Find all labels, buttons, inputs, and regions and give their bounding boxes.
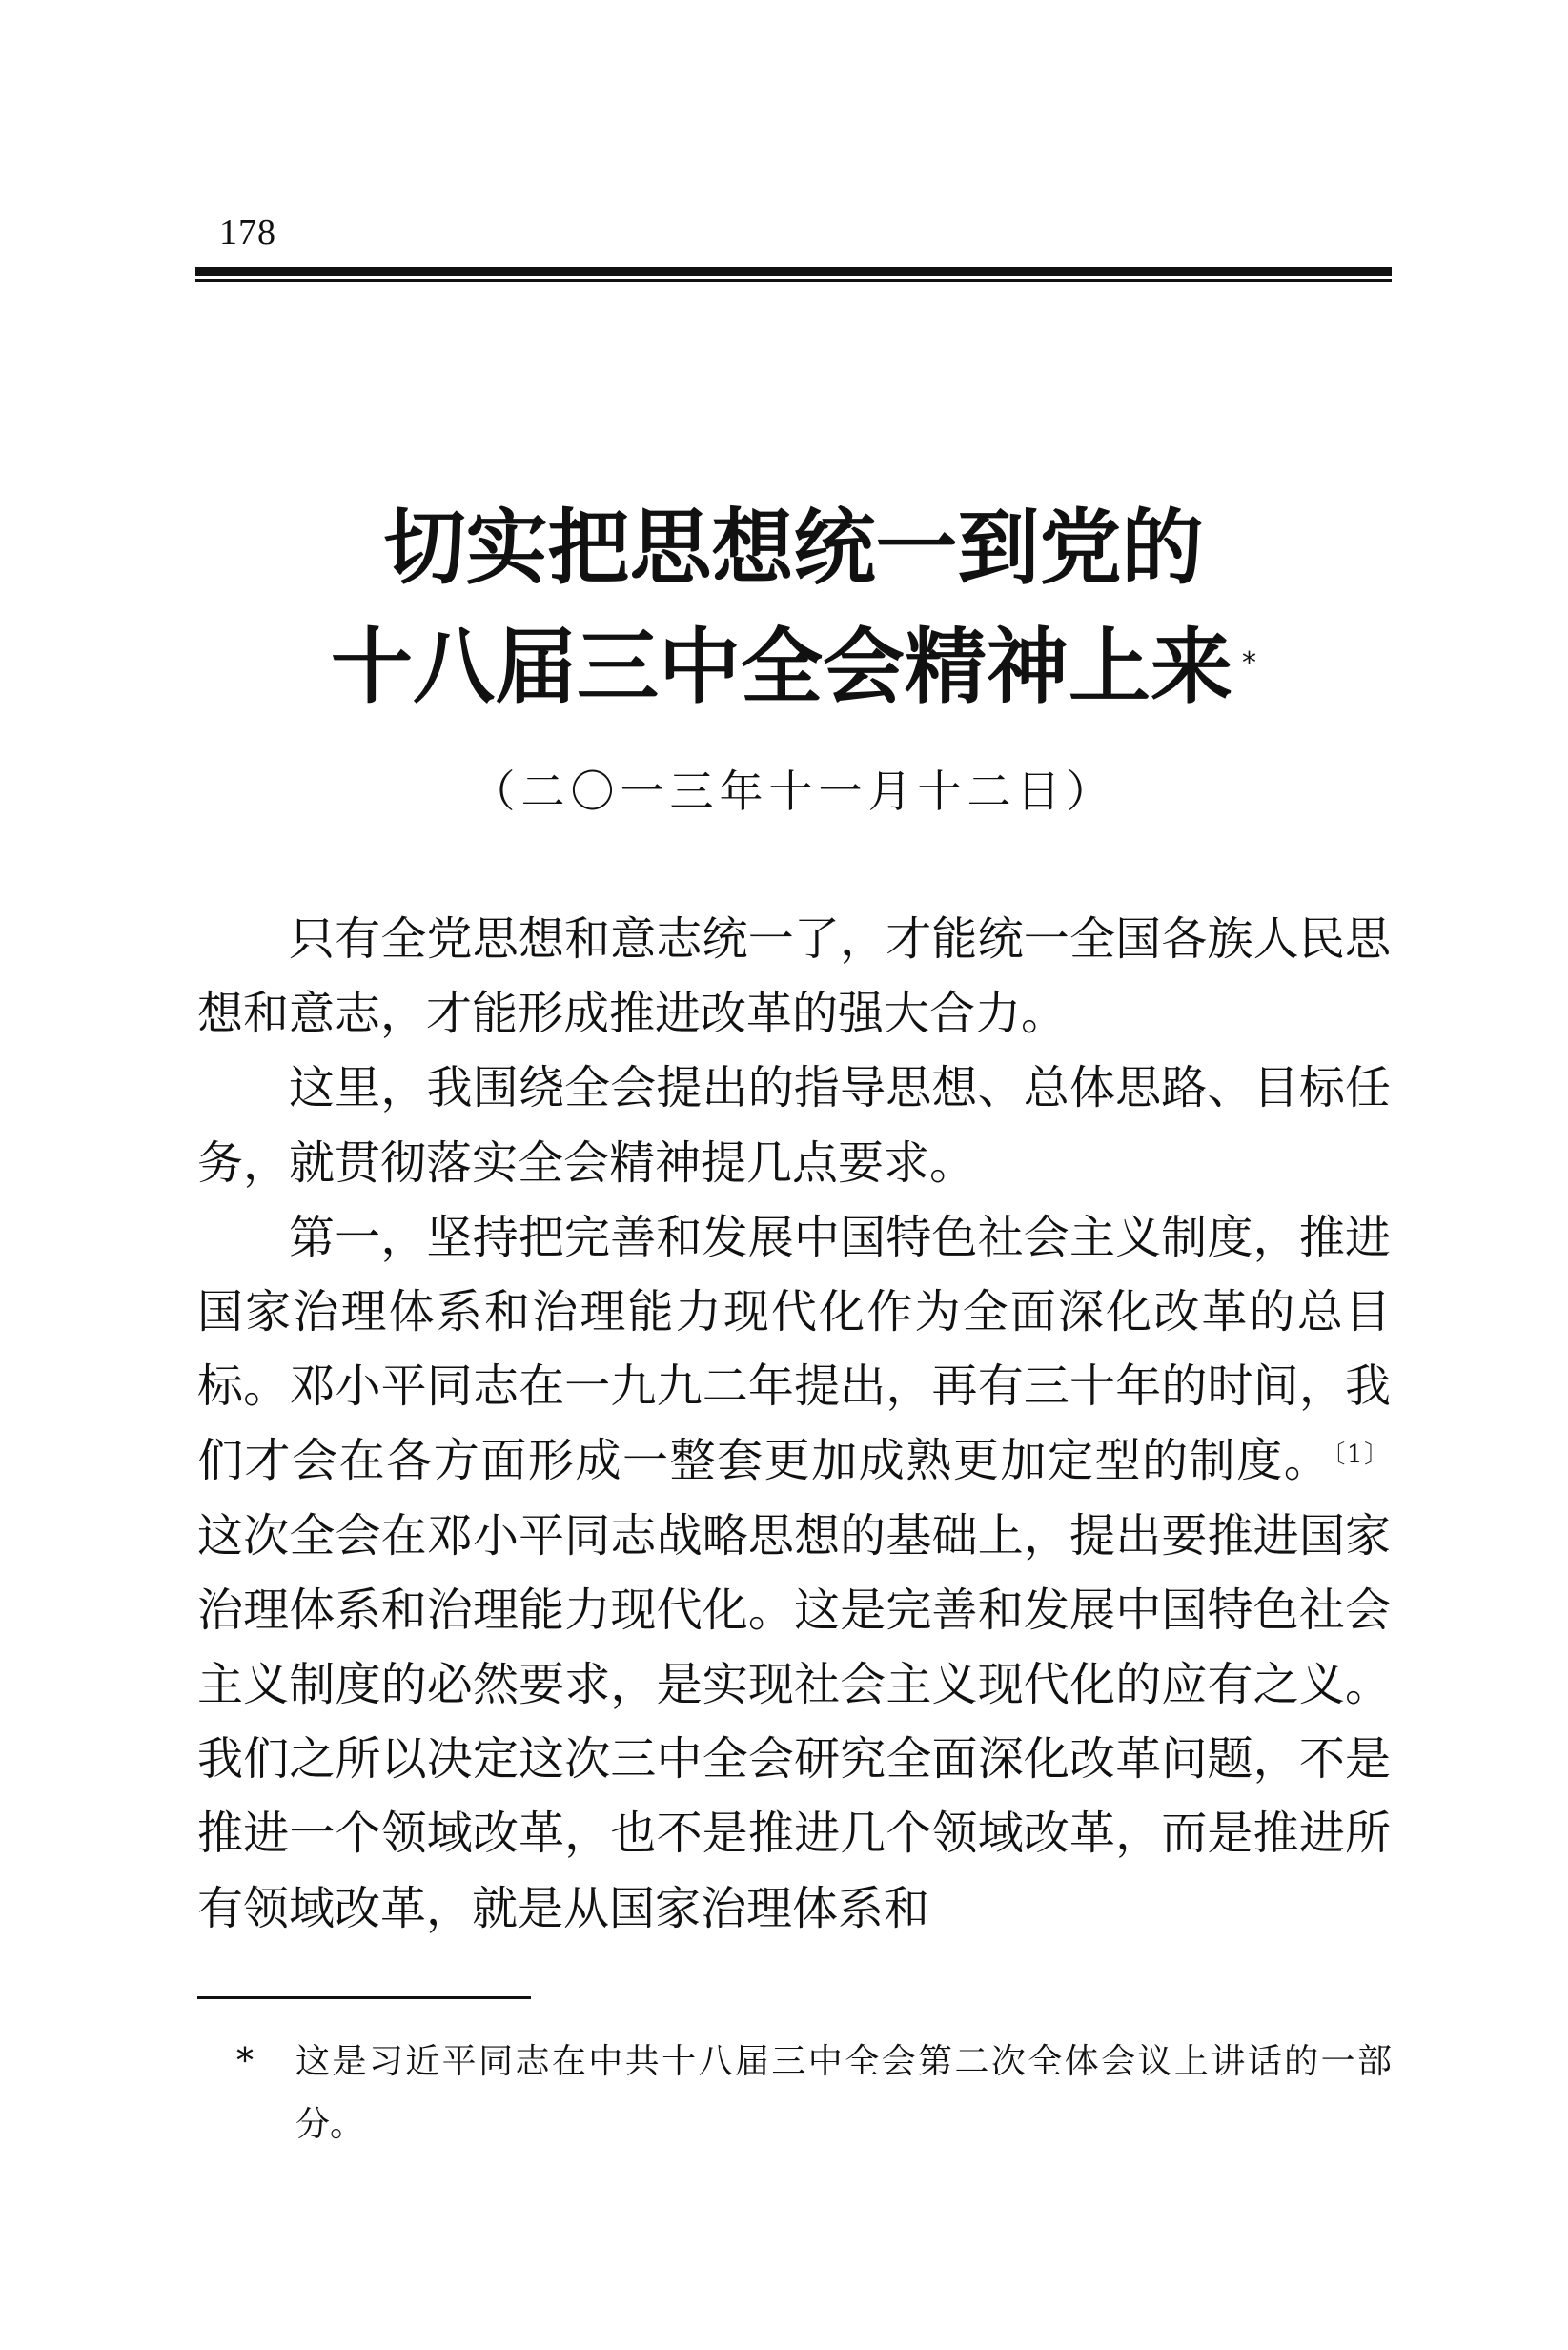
paragraph-3 xyxy=(197,1200,1391,1946)
footnote-marker: * xyxy=(236,2042,254,2081)
paragraph-3-part-2: 这次全会在邓小平同志战略思想的基础上，提出要推进国家治理体系和治理能力现代化。这是完善和发展中国特色社会主义制度的必然要求，是实现社会主义现代化的应有之义。我们之所以决定这次三中全会研究全面深化改革问题，不是推进一个领域改革，也不是推进几个领域改革，而是推进所有领域改革，就是从国家治理体系和 xyxy=(197,1508,1391,1935)
endnote-reference-1: 〔1〕 xyxy=(1333,1441,1389,1470)
paragraph-2: 这里，我围绕全会提出的指导思想、总体思路、目标任务，就贯彻落实全会精神提几点要求。 xyxy=(197,1061,1391,1190)
title-line-2 xyxy=(195,620,1392,715)
paragraph-3-part-1: 第一，坚持把完善和发展中国特色社会主义制度，推进国家治理体系和治理能力现代化作为全面深化改革的总目标。邓小平同志在一九九二年提出，再有三十年的时间，我们才会在各方面形成一整套更加成熟更加定型的制度。 xyxy=(197,1210,1391,1488)
speech-date: （二〇一三年十一月十二日） xyxy=(471,766,1116,817)
header-rule-thick xyxy=(195,267,1392,276)
body-text xyxy=(197,902,1391,1946)
title-footnote-marker: * xyxy=(1242,646,1256,680)
footnote-rule xyxy=(197,1996,531,1999)
title-line-2-text: 十八届三中全会精神上来 xyxy=(331,620,1232,715)
title-line-1-text: 切实把思想统一到党的 xyxy=(383,501,1204,596)
header-rule-thin xyxy=(195,279,1392,282)
paragraph-1: 只有全党思想和意志统一了，才能统一全国各族人民思想和意志，才能形成推进改革的强大合力。 xyxy=(197,912,1391,1041)
page-number: 178 xyxy=(219,213,276,253)
footnote xyxy=(236,2031,1392,2156)
title-line-1 xyxy=(195,501,1392,596)
footnote-text: 这是习近平同志在中共十八届三中全会第二次全体会议上讲话的一部分。 xyxy=(295,2042,1392,2144)
